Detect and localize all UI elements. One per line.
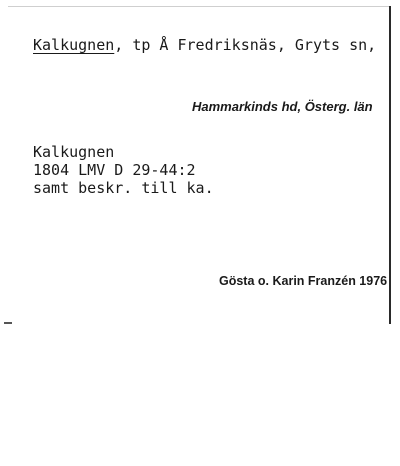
place-name: Kalkugnen [33,36,115,54]
source-block [33,143,214,197]
card-top-edge [8,6,390,7]
heading-location: , tp Å Fredriksnäs, Gryts sn, [114,36,377,54]
scan-mark [4,322,12,324]
card-heading [33,36,376,54]
card-right-edge [389,6,391,324]
source-line: 1804 LMV D 29-44:2 [33,161,196,179]
author-credit: Gösta o. Karin Franzén 1976 [219,274,388,288]
region-line: Hammarkinds hd, Österg. län [192,99,373,114]
source-line: Kalkugnen [33,143,115,161]
source-line: samt beskr. till ka. [33,179,214,197]
